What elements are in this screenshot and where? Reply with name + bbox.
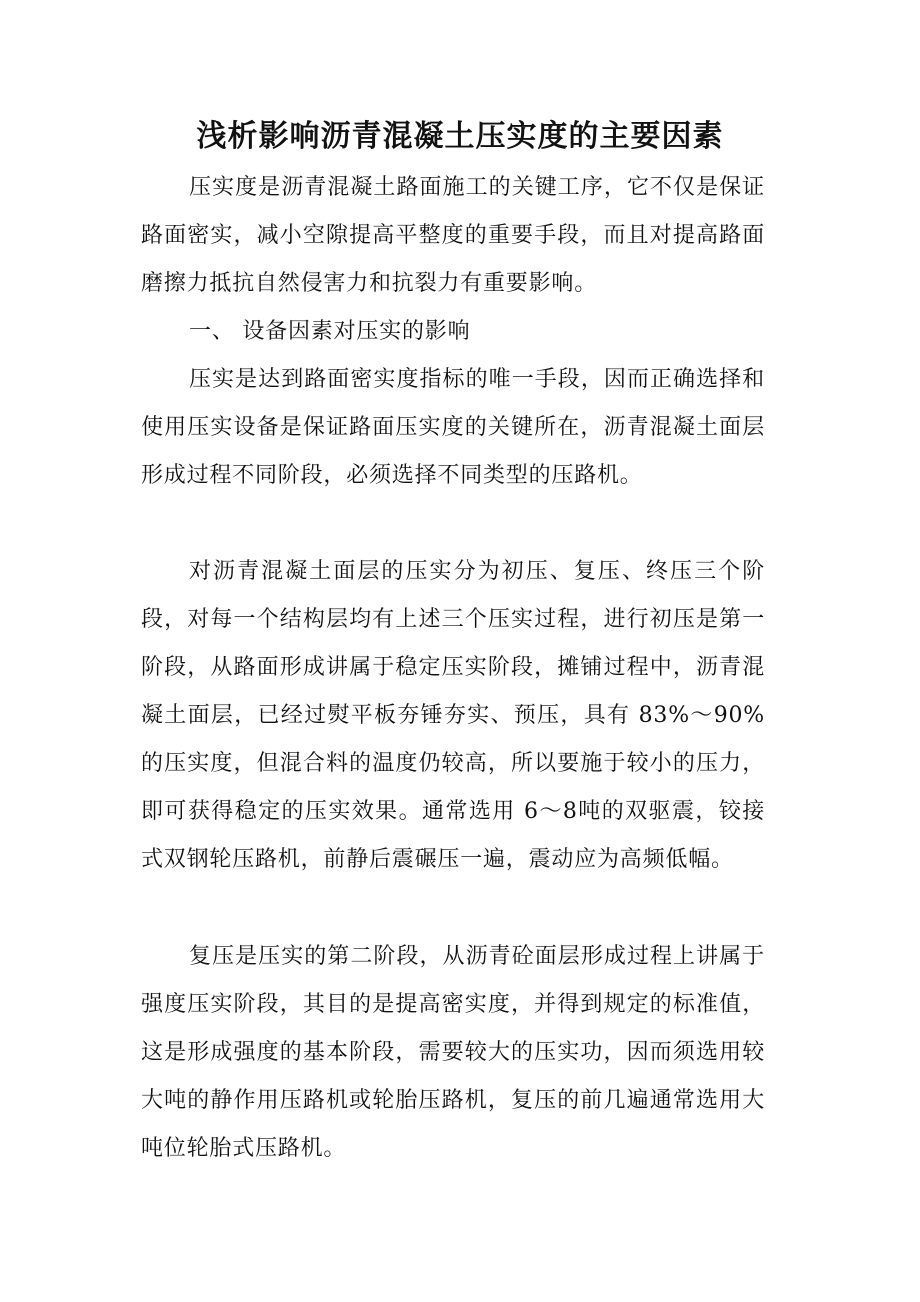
section-heading: 一、 设备因素对压实的影响 [189, 319, 471, 344]
section-paragraph-3: 复压是压实的第二阶段，从沥青砼面层形成过程上讲属于强度压实阶段，其目的是提高密实度，并得到规定的标准值，这是形成强度的基本阶段，需要较大的压实功，因而须选用较大吨的静作用压路机或轮胎压路机，复压的前几遍通常选用大吨位轮胎式压路机。 [141, 944, 765, 1161]
section-paragraph-2: 对沥青混凝土面层的压实分为初压、复压、终压三个阶段，对每一个结构层均有上述三个压实过程，进行初压是第一阶段，从路面形成讲属于稳定压实阶段，摊铺过程中，沥青混凝土面层，已经过熨平板夯锤夯实、预压，具有 83%～90%的压实度，但混合料的温度仍较高，所以要施于较小的压力，即可获得稳定的压实效果。通常选用 6～8吨的双驱震，铰接式双钢轮压路机，前静后震碾压一遍，震动应为高频低幅。 [141, 559, 765, 872]
document-title: 浅析影响沥青混凝土压实度的主要因素 [196, 119, 724, 154]
intro-paragraph: 压实度是沥青混凝土路面施工的关键工序，它不仅是保证路面密实，减小空隙提高平整度的重要手段，而且对提高路面磨擦力抵抗自然侵害力和抗裂力有重要影响。 [141, 175, 765, 296]
section-paragraph-1: 压实是达到路面密实度指标的唯一手段，因而正确选择和使用压实设备是保证路面压实度的关键所在，沥青混凝土面层形成过程不同阶段，必须选择不同类型的压路机。 [141, 367, 765, 488]
